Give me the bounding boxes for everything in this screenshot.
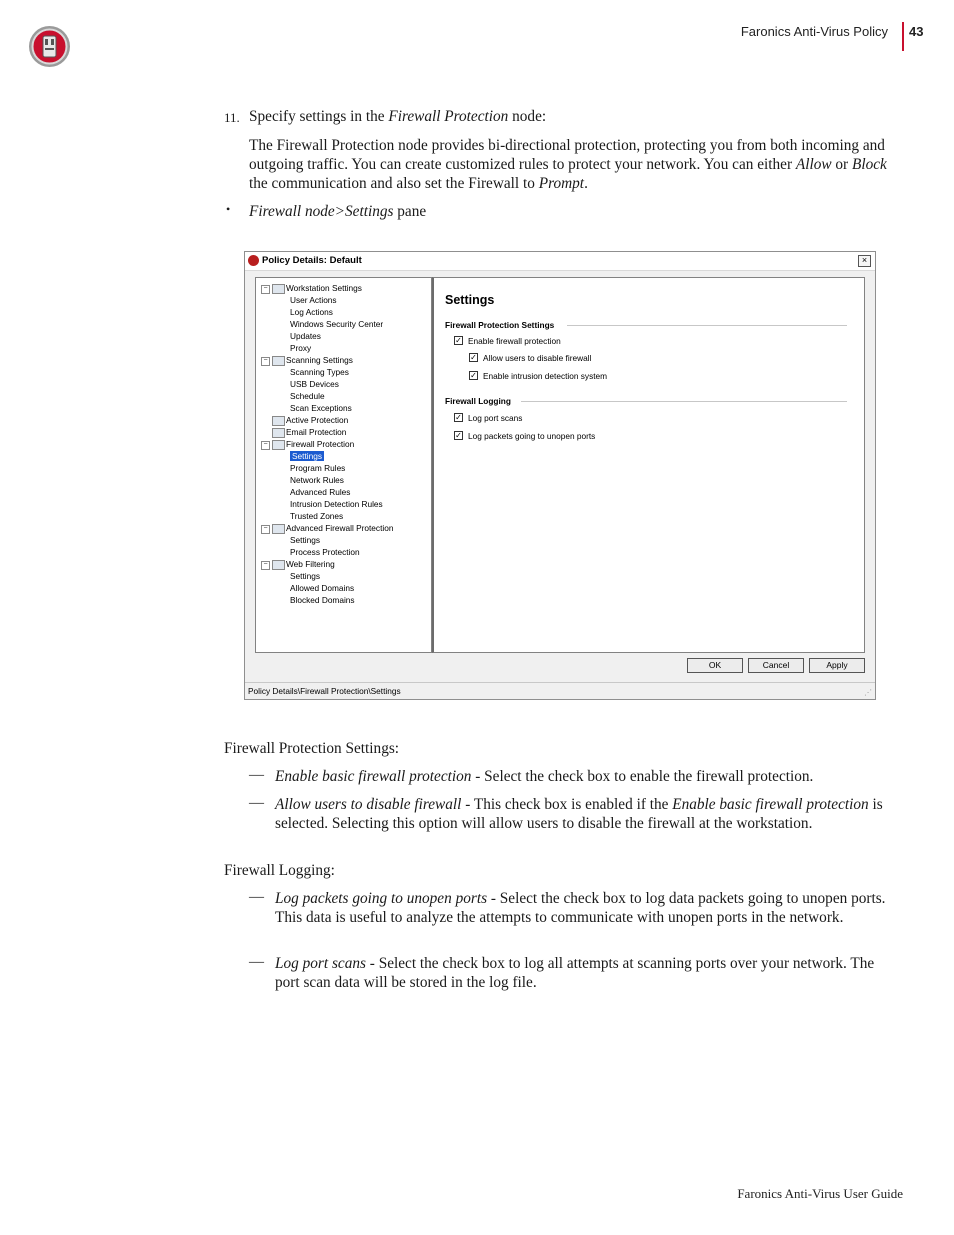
dash-marker: —: [249, 889, 264, 905]
log-port-scans-label: Log port scans: [468, 413, 523, 423]
tree-expander-icon[interactable]: −: [261, 285, 270, 294]
tree-item-label: Log Actions: [290, 307, 333, 317]
tree-node-icon: [272, 416, 285, 426]
tree-node-icon: [272, 284, 285, 294]
tree-item[interactable]: [290, 295, 337, 306]
enable-firewall-label: Enable firewall protection: [468, 336, 561, 346]
allow-disable-firewall-label: Allow users to disable firewall: [483, 353, 592, 363]
tree-item[interactable]: [290, 583, 354, 594]
header-title: Faronics Anti-Virus Policy: [740, 24, 888, 39]
tree-item[interactable]: [290, 379, 339, 390]
tree-item-label: Network Rules: [290, 475, 344, 485]
tree-item[interactable]: [286, 415, 348, 426]
apply-button[interactable]: Apply: [809, 658, 865, 673]
fps-item-allow-disable: Allow users to disable firewall - This check box is enabled if the Enable basic firewall protection is selected. Selecting this option will allow users to disable the firewall at the workstation.: [275, 796, 883, 832]
tree-item[interactable]: [286, 283, 362, 294]
tree-item[interactable]: [290, 451, 324, 462]
cancel-button[interactable]: Cancel: [748, 658, 804, 673]
footer-text: Faronics Anti-Virus User Guide: [737, 1186, 903, 1201]
tree-item[interactable]: [290, 535, 320, 546]
group-firewall-protection-settings: Firewall Protection Settings: [445, 320, 555, 330]
tree-item-label: Updates: [290, 331, 321, 341]
tree-item-label: Firewall Protection: [286, 439, 355, 449]
tree-item-label: Email Protection: [286, 427, 347, 437]
log-packets-label: Log packets going to unopen ports: [468, 431, 596, 441]
tree-node-icon: [272, 560, 285, 570]
bullet-marker: •: [226, 202, 231, 216]
tree-node-icon: [272, 356, 285, 366]
tree-node-icon: [272, 440, 285, 450]
section-heading-fps: Firewall Protection Settings:: [224, 740, 400, 757]
tree-node-icon: [272, 428, 285, 438]
tree-item[interactable]: [290, 499, 383, 510]
log-port-scans-checkbox[interactable]: ✓: [455, 413, 462, 422]
tree-item[interactable]: [290, 475, 344, 486]
tree-node-icon: [272, 524, 285, 534]
tree-item[interactable]: [290, 367, 349, 378]
tree-item-label: Scanning Types: [290, 367, 349, 377]
dash-marker: —: [249, 767, 264, 783]
app-icon: [248, 255, 259, 266]
tree-item[interactable]: [286, 427, 346, 438]
tree-item[interactable]: [290, 331, 321, 342]
tree-item[interactable]: [290, 391, 325, 402]
header-divider: [902, 22, 904, 51]
tree-item[interactable]: [290, 319, 383, 330]
dash-marker: —: [249, 795, 264, 811]
tree-item-label: Scan Exceptions: [290, 403, 352, 413]
tree-item-label: Schedule: [290, 391, 325, 401]
enable-ids-label: Enable intrusion detection system: [483, 371, 608, 381]
tree-expander-icon[interactable]: −: [261, 357, 270, 366]
tree-item-label: Workstation Settings: [286, 283, 362, 293]
tree-item-label: Proxy: [290, 343, 312, 353]
tree-item-label: Settings: [290, 571, 320, 581]
dash-marker: —: [249, 954, 264, 970]
section-heading-fl: Firewall Logging:: [224, 862, 335, 879]
ok-button[interactable]: OK: [687, 658, 743, 673]
dialog-titlebar: [245, 252, 875, 271]
faronics-logo-icon: [28, 25, 71, 68]
enable-firewall-checkbox[interactable]: ✓: [455, 336, 462, 345]
tree-item-label: User Actions: [290, 295, 337, 305]
tree-item[interactable]: [290, 343, 311, 354]
policy-tree[interactable]: [255, 277, 432, 653]
fl-item-log-scans: Log port scans - Select the check box to log all attempts at scanning ports over your network. The port scan data will be stored in the log file.: [275, 955, 875, 991]
step-number: 11.: [224, 110, 240, 125]
tree-item[interactable]: [290, 403, 352, 414]
tree-item-label: Blocked Domains: [290, 595, 355, 605]
resize-grip-icon[interactable]: ⋰: [864, 688, 872, 697]
tree-item[interactable]: [290, 547, 360, 558]
tree-item-label: Web Filtering: [286, 559, 335, 569]
page-number: 43: [909, 24, 924, 39]
tree-item[interactable]: [286, 439, 354, 450]
dialog-title: Policy Details: Default: [262, 255, 362, 266]
tree-item-label: Advanced Rules: [290, 487, 351, 497]
tree-item[interactable]: [290, 511, 343, 522]
pane-title: Settings: [445, 293, 495, 307]
tree-item-label: Scanning Settings: [286, 355, 353, 365]
status-path: Policy Details\Firewall Protection\Settings: [248, 686, 401, 696]
step-description: The Firewall Protection node provides bi-directional protection, protecting you from both incoming and outgoing traffic. You can create customized rules to protect your network. You can either Allow or Block the communication and also set the Firewall to Prompt.: [249, 137, 887, 192]
step-intro: Specify settings in the Firewall Protection node:: [249, 108, 547, 125]
group-divider: [521, 401, 847, 402]
tree-item[interactable]: [290, 487, 350, 498]
tree-expander-icon[interactable]: −: [261, 561, 270, 570]
tree-item-label: Trusted Zones: [290, 511, 344, 521]
tree-item-label: USB Devices: [290, 379, 339, 389]
tree-item[interactable]: [290, 463, 345, 474]
tree-item-label: Windows Security Center: [290, 319, 384, 329]
group-firewall-logging: Firewall Logging: [445, 396, 511, 406]
tree-item-label: Advanced Firewall Protection: [286, 523, 394, 533]
tree-item[interactable]: [286, 355, 353, 366]
tree-item[interactable]: [286, 523, 393, 534]
tree-item-label: Process Protection: [290, 547, 360, 557]
tree-item[interactable]: [290, 595, 355, 606]
settings-pane: [432, 277, 865, 653]
status-bar: [245, 682, 875, 699]
tree-item[interactable]: [290, 307, 333, 318]
tree-item-label: Program Rules: [290, 463, 346, 473]
fl-item-log-packets: Log packets going to unopen ports - Select the check box to log data packets going to unopen ports. This data is useful to analyze the attempts to communicate with unopen ports in the network.: [275, 890, 886, 926]
tree-item-label: Settings: [290, 535, 320, 545]
tree-expander-icon[interactable]: −: [261, 441, 270, 450]
tree-item[interactable]: [290, 571, 320, 582]
tree-expander-icon[interactable]: −: [261, 525, 270, 534]
fps-item-enable: Enable basic firewall protection - Select the check box to enable the firewall protection.: [275, 768, 814, 785]
group-divider: [567, 325, 847, 326]
close-icon[interactable]: ×: [858, 255, 871, 267]
bullet-text: Firewall node>Settings pane: [249, 203, 427, 220]
tree-item-label: Intrusion Detection Rules: [290, 499, 383, 509]
tree-item-label: Allowed Domains: [290, 583, 355, 593]
tree-item-label: Active Protection: [286, 415, 349, 425]
enable-ids-checkbox[interactable]: ✓: [470, 371, 477, 380]
allow-disable-firewall-checkbox[interactable]: ✓: [470, 353, 477, 362]
log-packets-checkbox[interactable]: ✓: [455, 431, 462, 440]
tree-item[interactable]: [286, 559, 335, 570]
policy-details-dialog: [244, 251, 876, 700]
tree-item-label: Settings: [292, 451, 322, 461]
